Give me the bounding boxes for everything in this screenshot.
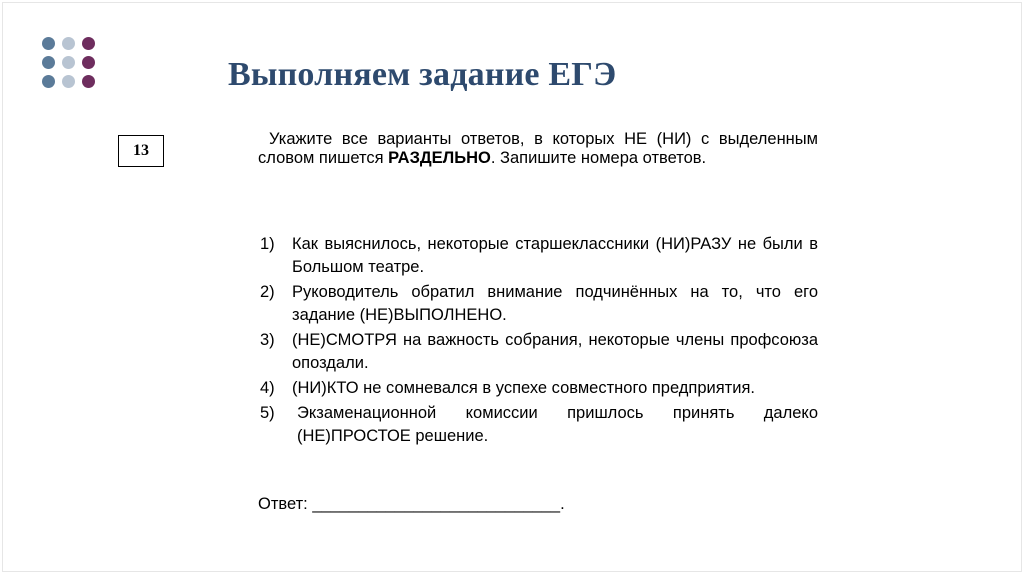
decorative-dots	[42, 37, 95, 88]
slide-title: Выполняем задание ЕГЭ	[228, 56, 617, 93]
dot-icon	[82, 37, 95, 50]
task-number-box	[118, 135, 164, 167]
dot-icon	[42, 56, 55, 69]
dot-icon	[62, 37, 75, 50]
dot-icon	[82, 56, 95, 69]
option-text: Экзаменационной комиссии пришлось принять далеко (НЕ)ПРОСТОЕ решение.	[297, 404, 818, 445]
option-number: 2)	[260, 283, 275, 301]
option-text: (НИ)КТО не сомневался в успехе совместного предприятия.	[292, 379, 755, 397]
option-number: 3)	[260, 331, 275, 349]
task-instruction	[258, 130, 818, 168]
task-number: 13	[133, 142, 149, 159]
option-number: 1)	[260, 235, 275, 253]
option-number: 4)	[260, 379, 275, 397]
option-item	[260, 377, 818, 400]
option-item	[260, 329, 818, 375]
dot-icon	[62, 75, 75, 88]
answer-options-list	[260, 233, 818, 450]
option-item	[260, 233, 818, 279]
instruction-text-start: Укажите все варианты ответов, в которых НЕ (НИ) с выделенным словом пишется	[258, 130, 818, 167]
option-number: 5)	[260, 404, 275, 422]
dot-icon	[62, 56, 75, 69]
option-item	[260, 281, 818, 327]
dot-icon	[82, 75, 95, 88]
answer-line: Ответ: ___________________________.	[258, 495, 565, 513]
instruction-emphasis: РАЗДЕЛЬНО	[388, 149, 491, 167]
option-text: Руководитель обратил внимание подчинённых на то, что его задание (НЕ)ВЫПОЛНЕНО.	[292, 283, 818, 324]
option-item	[260, 402, 818, 448]
option-text: Как выяснилось, некоторые старшеклассники (НИ)РАЗУ не были в Большом театре.	[292, 235, 818, 276]
instruction-text-end: . Запишите номера ответов.	[490, 149, 707, 167]
option-text: (НЕ)СМОТРЯ на важность собрания, некоторые члены профсоюза опоздали.	[292, 331, 818, 372]
dot-icon	[42, 37, 55, 50]
dot-icon	[42, 75, 55, 88]
